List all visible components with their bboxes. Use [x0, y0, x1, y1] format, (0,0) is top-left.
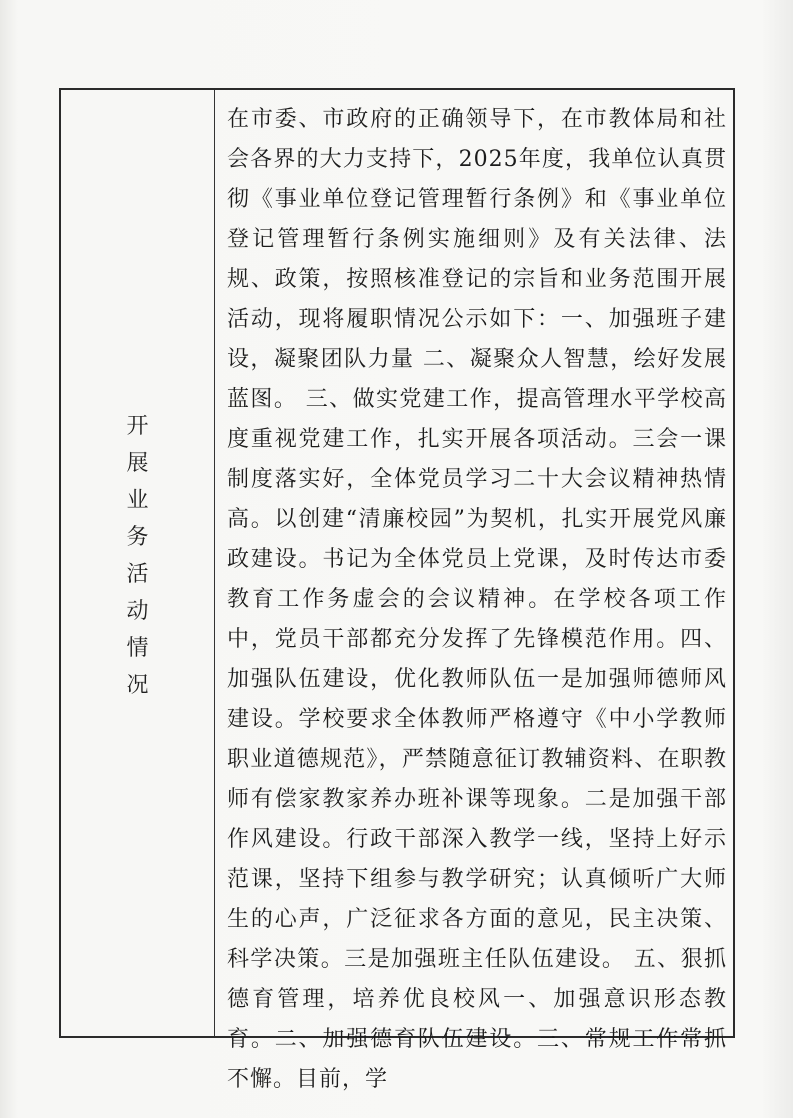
section-label-cell: [61, 90, 215, 1036]
activity-table: [59, 88, 735, 1092]
content-cell: [215, 90, 735, 1092]
section-label: 开展业务活动情况: [126, 414, 149, 698]
activity-content-text: 在市委、市政府的正确领导下，在市教体局和社会各界的大力支持下，2025年度，我单位认真贯彻《事业单位登记管理暂行条例》和《事业单位登记管理暂行条例实施细则》及有关法律、法规、政策，按照核准登记的宗旨和业务范围开展活动，现将履职情况公示如下：一、加强班子建设，凝聚团队力量 二、凝聚众人智慧，绘好发展蓝图。 三、做实党建工作，提高管理水平学校高度重视党建工作，扎实开展各项活动。三会一课制度落实好，全体党员学习二十大会议精神热情高。以创建“清廉校园”为契机，扎实开展党风廉政建设。书记为全体党员上党课，及时传达市委教育工作务虚会的会议精神。在学校各项工作中，党员干部都充分发挥了先锋模范作用。四、加强队伍建设，优化教师队伍一是加强师德师风建设。学校要求全体教师严格遵守《中小学教师职业道德规范》，严禁随意征订教辅资料、在职教师有偿家教家养办班补课等现象。二是加强干部作风建设。行政干部深入教学一线，坚持上好示范课，坚持下组参与教学研究；认真倾听广大师生的心声，广泛征求各方面的意见，民主决策、科学决策。三是加强班主任队伍建设。 五、狠抓德育管理，培养优良校风一、加强意识形态教育。二、加强德育队伍建设。三、常规工作常抓不懈。目前，学: [227, 107, 727, 1092]
